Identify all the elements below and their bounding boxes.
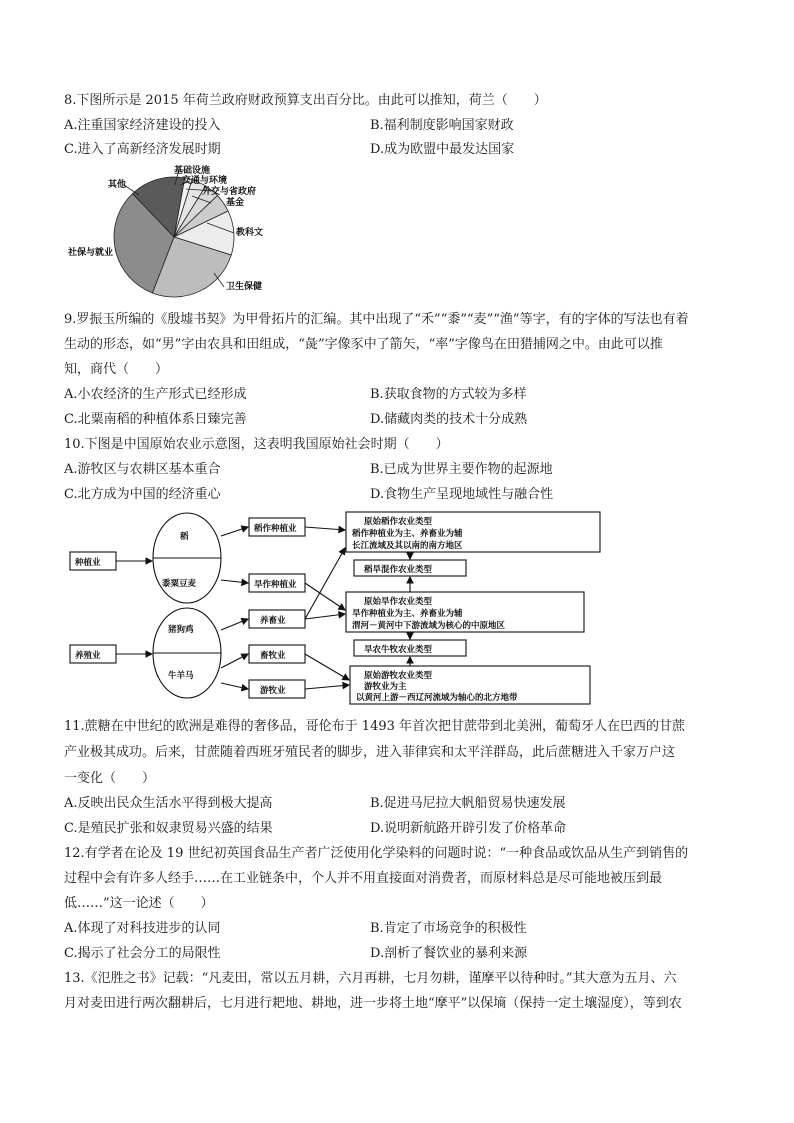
q8-option-a: A.注重国家经济建设的投入 <box>64 118 221 133</box>
q9-line-1: 9.罗振玉所编的《殷墟书契》为甲骨拓片的汇编。其中出现了“禾”“黍”“麦”“渔”等字，有的字体的写法也有着 <box>64 312 689 327</box>
q13-line-2: 月对麦田进行两次翻耕后，七月进行耙地、耕地，进一步将土地“摩平”以保墒（保持一定土壤湿度），等到农 <box>64 996 682 1011</box>
q11-line-3: 一变化（ ） <box>64 771 156 786</box>
q9-option-a: A.小农经济的生产形式已经形成 <box>64 387 247 402</box>
budget-pie-chart <box>64 163 294 303</box>
diagram-box2-line2: 渭河－黄河中下游流域为核心的中原地区 <box>352 621 506 631</box>
pie-label-health: 卫生保健 <box>226 282 263 292</box>
q12-option-b: B.肯定了市场竞争的积极性 <box>370 921 527 936</box>
q11-line-1: 11.蔗糖在中世纪的欧洲是难得的奢侈品，哥伦布于 1493 年首次把甘蔗带到北美洲，葡萄牙人在巴西的甘蔗 <box>64 719 686 734</box>
q12-line-1: 12.有学者在论及 19 世纪初英国食品生产者广泛使用化学染料的问题时说：“一种食品或饮品从生产到销售的 <box>64 846 689 861</box>
pie-label-education: 教科文 <box>236 228 264 238</box>
q12-option-c: C.揭示了社会分工的局限性 <box>64 946 221 961</box>
q10-option-a: A.游牧区与农耕区基本重合 <box>64 462 221 477</box>
diagram-box1-line2: 长江流域及其以南的南方地区 <box>352 541 463 551</box>
diagram-livestock: 养畜业 <box>260 616 286 626</box>
q9-option-d: D.储藏肉类的技术十分成熟 <box>370 412 528 427</box>
q10-option-d: D.食物生产呈现地域性与融合性 <box>370 487 554 502</box>
diagram-box3-title: 原始游牧农业类型 <box>364 671 433 681</box>
q8-stem: 8.下图所示是 2015 年荷兰政府财政预算支出百分比。由此可以推知，荷兰（ ） <box>64 93 547 108</box>
q10-option-c: C.北方成为中国的经济重心 <box>64 487 221 502</box>
q12-option-d: D.剖析了餐饮业的暴利来源 <box>370 946 528 961</box>
q11-option-a: A.反映出民众生活水平得到极大提高 <box>64 796 273 811</box>
diagram-cattle: 牛羊马 <box>168 671 194 681</box>
diagram-rice-planting: 稻作种植业 <box>254 524 297 534</box>
q12-line-3: 低……”这一论述（ ） <box>64 896 214 911</box>
q8-option-c: C.进入了高新经济发展时期 <box>64 142 221 157</box>
diagram-box3-line1: 游牧业为主 <box>364 682 407 692</box>
pie-label-foreign-affairs: 外交与省政府 <box>202 187 257 197</box>
q11-line-2: 产业极其成功。后来，甘蔗随着西班牙殖民者的脚步，进入菲律宾和太平洋群岛，此后蔗糖进入千家万户这 <box>64 745 676 760</box>
diagram-box3-line2: 以黄河上游－西辽河流域为轴心的北方地带 <box>356 693 518 703</box>
diagram-breeding: 养殖业 <box>75 651 101 661</box>
diagram-dry-planting: 旱作种植业 <box>254 580 297 590</box>
q11-option-d: D.说明新航路开辟引发了价格革命 <box>370 821 567 836</box>
diagram-box2-line1: 旱作种植业为主、养畜业为辅 <box>352 609 463 619</box>
pie-label-transport: 交通与环境 <box>182 176 228 186</box>
diagram-box1-line1: 稻作种植业为主、养畜业为辅 <box>352 529 463 539</box>
q13-line-1: 13.《氾胜之书》记载：“凡麦田，常以五月耕，六月再耕，七月勿耕，谨摩平以待种时。”其大意为五月、六 <box>64 971 677 986</box>
q12-line-2: 过程中会有许多人经手……在工业链条中，个人并不用直接面对消费者，而原材料总是尽可能地被压到最 <box>64 871 663 886</box>
diagram-nomadic: 游牧业 <box>260 686 286 696</box>
q10-stem: 10.下图是中国原始农业示意图，这表明我国原始社会时期（ ） <box>64 437 449 452</box>
pie-label-fund: 基金 <box>226 198 245 208</box>
q11-option-c: C.是殖民扩张和奴隶贸易兴盛的结果 <box>64 821 273 836</box>
q9-option-c: C.北粟南稻的种植体系日臻完善 <box>64 412 247 427</box>
q8-option-d: D.成为欧盟中最发达国家 <box>370 142 515 157</box>
diagram-box2-title: 原始旱作农业类型 <box>364 597 433 607</box>
diagram-mixed2: 旱农牛牧农业类型 <box>364 645 433 655</box>
q8-option-b: B.福利制度影响国家财政 <box>370 118 514 133</box>
diagram-mixed1: 稻旱混作农业类型 <box>364 565 433 575</box>
agriculture-diagram <box>64 508 734 706</box>
q9-option-b: B.获取食物的方式较为多样 <box>370 387 527 402</box>
pie-label-social-security: 社保与就业 <box>68 248 114 258</box>
diagram-millet: 黍粟豆麦 <box>162 579 197 589</box>
q10-option-b: B.已成为世界主要作物的起源地 <box>370 462 553 477</box>
q11-option-b: B.促进马尼拉大帆船贸易快速发展 <box>370 796 566 811</box>
diagram-pig: 猪狗鸡 <box>168 625 194 635</box>
diagram-rice: 稻 <box>180 532 189 542</box>
q9-line-2: 生动的形态，如“男”字由农具和田组成，“彘”字像豕中了箭矢，“率”字像鸟在田猎捕网之中。由此可以推 <box>64 337 663 352</box>
pie-label-infrastructure: 基础设施 <box>174 166 211 176</box>
diagram-animal-husbandry: 畜牧业 <box>260 651 286 661</box>
diagram-box1-title: 原始稻作农业类型 <box>364 517 433 527</box>
q9-line-3: 知，商代（ ） <box>64 362 169 377</box>
q12-option-a: A.体现了对科技进步的认同 <box>64 921 221 936</box>
diagram-planting: 种植业 <box>75 558 101 568</box>
pie-label-other: 其他 <box>108 180 127 190</box>
